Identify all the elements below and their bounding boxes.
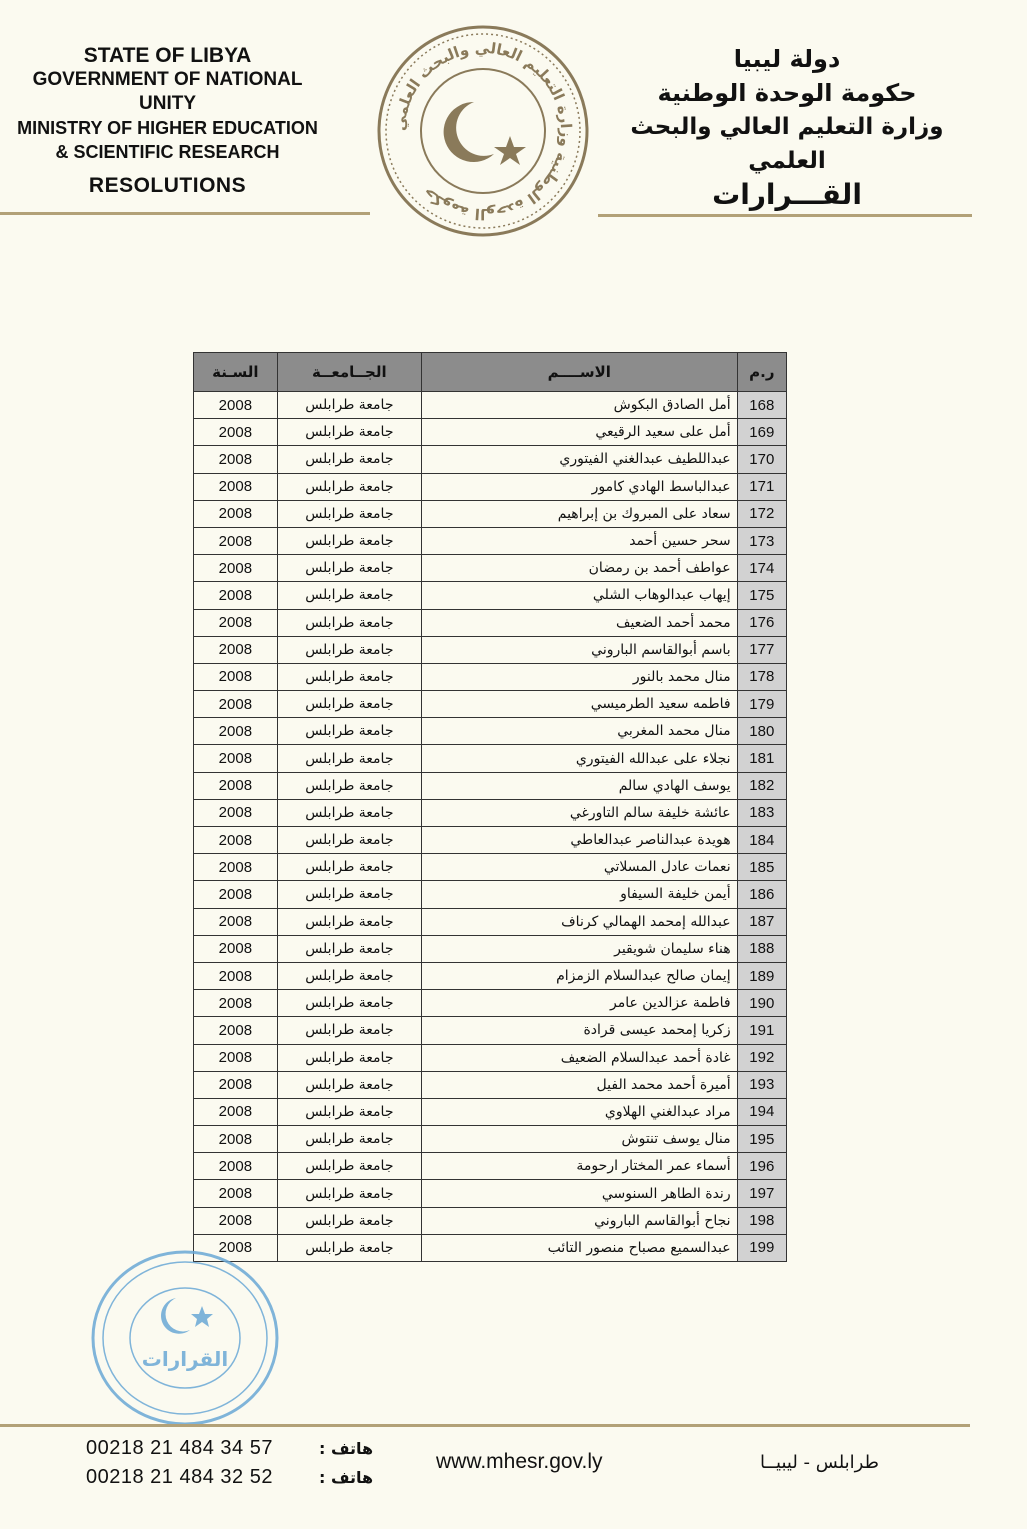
row-year: 2008 [194,446,278,473]
row-university: جامعة طرابلس [277,1207,421,1234]
row-number: 193 [737,1071,786,1098]
row-university: جامعة طرابلس [277,772,421,799]
row-university: جامعة طرابلس [277,718,421,745]
row-name: أميرة أحمد محمد الفيل [421,1071,737,1098]
state-name-ar: دولة ليبيا [733,45,841,73]
ministry-name-ar: وزارة التعليم العالي والبحث العلمي [630,114,944,174]
table-row [194,1180,787,1207]
row-name: عبدالله إمحمد الهمالي كرناف [421,908,737,935]
row-name: يوسف الهادي سالم [421,772,737,799]
row-university: جامعة طرابلس [277,555,421,582]
row-year: 2008 [194,691,278,718]
table-row [194,1153,787,1180]
row-year: 2008 [194,935,278,962]
ministry-seal-icon [376,24,590,238]
table-row [194,609,787,636]
table-row [194,935,787,962]
row-number: 174 [737,555,786,582]
row-name: أمل على سعيد الرقيعي [421,419,737,446]
row-number: 186 [737,881,786,908]
row-university: جامعة طرابلس [277,935,421,962]
row-university: جامعة طرابلس [277,473,421,500]
table-row [194,908,787,935]
row-name: عبدالباسط الهادي كامور [421,473,737,500]
row-number: 178 [737,663,786,690]
table-row [194,827,787,854]
row-name: فاطمه سعيد الطرميسي [421,691,737,718]
table-row [194,1207,787,1234]
row-number: 192 [737,1044,786,1071]
table-row [194,1044,787,1071]
row-year: 2008 [194,745,278,772]
header-num: ر.م [737,353,786,392]
row-year: 2008 [194,1126,278,1153]
row-year: 2008 [194,392,278,419]
row-name: نجلاء على عبدالله الفيتوري [421,745,737,772]
row-name: إيمان صالح عبدالسلام الزمزام [421,962,737,989]
row-university: جامعة طرابلس [277,691,421,718]
table-row [194,718,787,745]
row-name: غادة أحمد عبدالسلام الضعيف [421,1044,737,1071]
row-name: هويدة عبدالناصر عبدالعاطي [421,827,737,854]
row-year: 2008 [194,1071,278,1098]
row-year: 2008 [194,636,278,663]
row-number: 168 [737,392,786,419]
row-year: 2008 [194,663,278,690]
phone-numbers [86,1434,373,1492]
resolutions-stamp-icon [90,1248,280,1428]
row-year: 2008 [194,555,278,582]
header-rule-right [598,214,972,217]
row-name: سعاد على المبروك بن إبراهيم [421,500,737,527]
row-name: محمد أحمد الضعيف [421,609,737,636]
table-row [194,1126,787,1153]
row-number: 196 [737,1153,786,1180]
row-university: جامعة طرابلس [277,609,421,636]
row-year: 2008 [194,419,278,446]
row-number: 181 [737,745,786,772]
phone-number-2: 00218 21 484 32 52 [86,1466,273,1488]
row-name: عائشة خليفة سالم التاورغي [421,799,737,826]
header-university: الجــامعــة [277,353,421,392]
row-year: 2008 [194,718,278,745]
row-number: 172 [737,500,786,527]
row-name: عواطف أحمد بن رمضان [421,555,737,582]
header-rule-left [0,212,370,215]
table-row [194,419,787,446]
row-university: جامعة طرابلس [277,663,421,690]
row-year: 2008 [194,582,278,609]
table-row [194,555,787,582]
row-number: 170 [737,446,786,473]
table-row [194,446,787,473]
row-university: جامعة طرابلس [277,1044,421,1071]
row-year: 2008 [194,772,278,799]
row-number: 180 [737,718,786,745]
row-year: 2008 [194,1017,278,1044]
table-row [194,473,787,500]
row-university: جامعة طرابلس [277,419,421,446]
row-name: زكريا إمحمد عيسى قرادة [421,1017,737,1044]
row-year: 2008 [194,473,278,500]
table-row [194,500,787,527]
row-year: 2008 [194,1234,278,1261]
stamp-text: القرارات [141,1347,229,1371]
row-name: مراد عبدالغني الهلاوي [421,1098,737,1125]
row-number: 198 [737,1207,786,1234]
table-row [194,1098,787,1125]
phone-number-1: 00218 21 484 34 57 [86,1437,273,1459]
row-university: جامعة طرابلس [277,1126,421,1153]
row-university: جامعة طرابلس [277,854,421,881]
row-university: جامعة طرابلس [277,1071,421,1098]
table-row [194,772,787,799]
table-row [194,636,787,663]
row-year: 2008 [194,962,278,989]
seal-text: حكومة الوحدة الوطنية وزارة التعليم العالي والبحث العلمي [390,38,576,224]
row-number: 188 [737,935,786,962]
row-name: منال يوسف تنتوش [421,1126,737,1153]
header-name: الاســــم [421,353,737,392]
resolutions-title-en: RESOLUTIONS [88,174,247,197]
row-year: 2008 [194,1098,278,1125]
row-university: جامعة طرابلس [277,446,421,473]
row-name: أيمن خليفة السيفاو [421,881,737,908]
row-university: جامعة طرابلس [277,1153,421,1180]
graduates-table [193,352,787,1262]
table-row [194,745,787,772]
table-row [194,881,787,908]
row-year: 2008 [194,1044,278,1071]
phone-label-1: هاتف : [319,1439,374,1458]
row-university: جامعة طرابلس [277,908,421,935]
row-university: جامعة طرابلس [277,881,421,908]
row-university: جامعة طرابلس [277,582,421,609]
phone-label-2: هاتف : [319,1468,374,1487]
table-row [194,582,787,609]
table-row [194,1017,787,1044]
row-year: 2008 [194,881,278,908]
arabic-letterhead [607,42,967,212]
table-row [194,962,787,989]
svg-text:حكومة الوحدة الوطنية وزارة الت [391,39,575,223]
row-university: جامعة طرابلس [277,962,421,989]
row-university: جامعة طرابلس [277,1098,421,1125]
row-number: 176 [737,609,786,636]
row-university: جامعة طرابلس [277,745,421,772]
city-location: طرابلس - ليبيــا [760,1452,879,1473]
row-university: جامعة طرابلس [277,392,421,419]
table-row [194,663,787,690]
row-number: 175 [737,582,786,609]
row-number: 199 [737,1234,786,1261]
table-row [194,691,787,718]
table-row [194,527,787,554]
row-name: رندة الطاهر السنوسي [421,1180,737,1207]
state-name-en: STATE OF LIBYA [83,44,252,67]
website-link[interactable]: www.mhesr.gov.ly [436,1450,603,1473]
table-header-row [194,353,787,392]
row-year: 2008 [194,990,278,1017]
row-name: منال محمد بالنور [421,663,737,690]
ministry-name-en-line2: & SCIENTIFIC RESEARCH [55,142,280,162]
row-university: جامعة طرابلس [277,527,421,554]
row-number: 177 [737,636,786,663]
government-name-ar: حكومة الوحدة الوطنية [657,79,917,107]
header-year: السـنة [194,353,278,392]
ministry-name-en-line1: MINISTRY OF HIGHER EDUCATION [17,118,318,138]
row-number: 187 [737,908,786,935]
row-year: 2008 [194,799,278,826]
row-number: 190 [737,990,786,1017]
row-university: جامعة طرابلس [277,636,421,663]
row-number: 191 [737,1017,786,1044]
row-year: 2008 [194,1153,278,1180]
table-row [194,990,787,1017]
row-number: 169 [737,419,786,446]
row-name: هناء سليمان شويقير [421,935,737,962]
row-number: 171 [737,473,786,500]
row-number: 189 [737,962,786,989]
row-university: جامعة طرابلس [277,1180,421,1207]
table-row [194,854,787,881]
row-year: 2008 [194,827,278,854]
row-number: 184 [737,827,786,854]
table-row [194,1234,787,1261]
english-letterhead [10,44,325,198]
table-row [194,1071,787,1098]
government-name-en: GOVERNMENT OF NATIONAL UNITY [32,69,303,114]
row-number: 179 [737,691,786,718]
row-name: عبدالسميع مصباح منصور التائب [421,1234,737,1261]
row-name: إيهاب عبدالوهاب الشلي [421,582,737,609]
row-university: جامعة طرابلس [277,1017,421,1044]
footer-rule [0,1424,970,1427]
row-name: باسم أبوالقاسم الباروني [421,636,737,663]
row-year: 2008 [194,609,278,636]
row-number: 173 [737,527,786,554]
row-name: منال محمد المغربي [421,718,737,745]
row-year: 2008 [194,1207,278,1234]
row-university: جامعة طرابلس [277,990,421,1017]
row-university: جامعة طرابلس [277,827,421,854]
row-number: 182 [737,772,786,799]
row-year: 2008 [194,908,278,935]
row-year: 2008 [194,500,278,527]
row-university: جامعة طرابلس [277,1234,421,1261]
row-number: 194 [737,1098,786,1125]
row-university: جامعة طرابلس [277,799,421,826]
row-number: 185 [737,854,786,881]
row-number: 197 [737,1180,786,1207]
row-name: أمل الصادق البكوش [421,392,737,419]
row-name: فاطمة عزالدين عامر [421,990,737,1017]
row-number: 183 [737,799,786,826]
row-university: جامعة طرابلس [277,500,421,527]
row-name: أسماء عمر المختار ارحومة [421,1153,737,1180]
table-row [194,799,787,826]
row-name: نعمات عادل المسلاتي [421,854,737,881]
resolutions-title-ar: القـــرارات [712,178,862,211]
row-name: سحر حسين أحمد [421,527,737,554]
row-year: 2008 [194,1180,278,1207]
row-year: 2008 [194,527,278,554]
row-name: عبداللطيف عبدالغني الفيتوري [421,446,737,473]
table-row [194,392,787,419]
row-name: نجاح أبوالقاسم الباروني [421,1207,737,1234]
row-number: 195 [737,1126,786,1153]
row-year: 2008 [194,854,278,881]
